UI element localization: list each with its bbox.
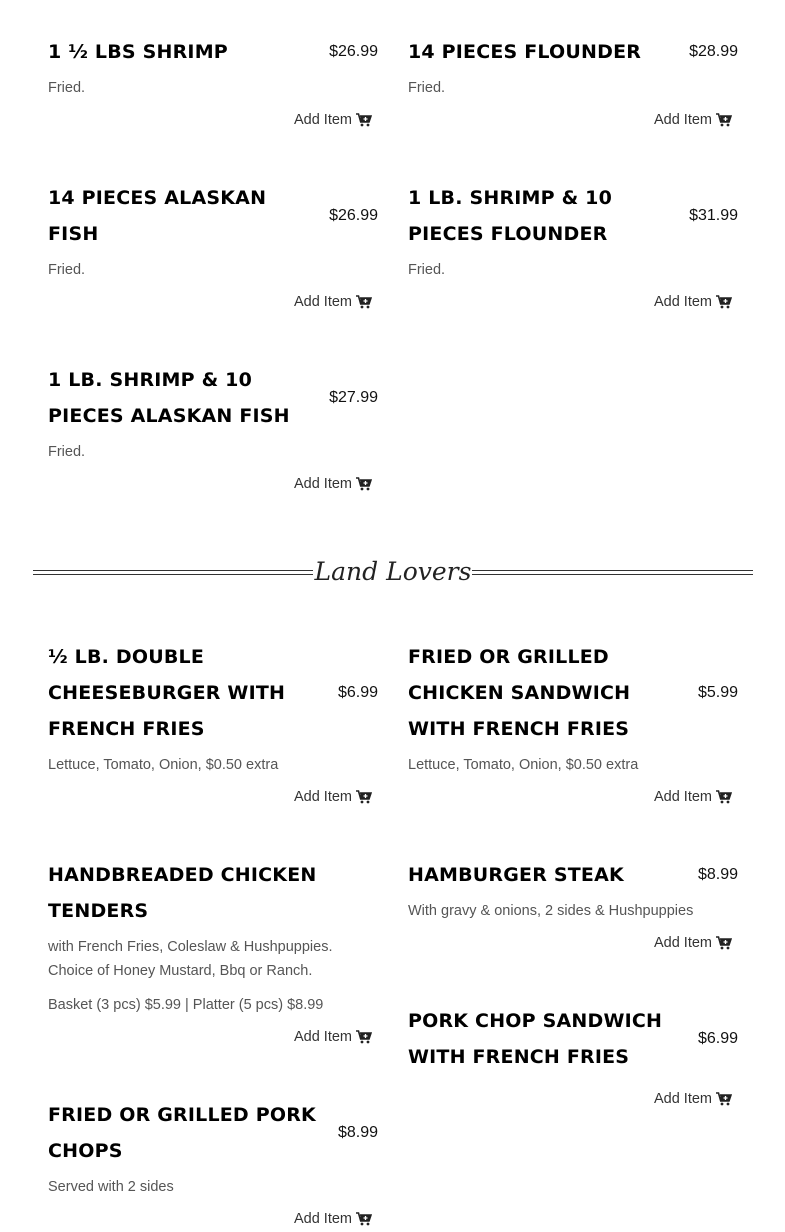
item-name: 1 LB. SHRIMP & 10 PIECES FLOUNDER xyxy=(408,187,613,245)
menu-item xyxy=(408,180,738,312)
item-name: HAMBURGER STEAK xyxy=(408,864,624,886)
cart-plus-icon xyxy=(356,113,372,127)
cart-plus-icon xyxy=(356,295,372,309)
item-description: Fried. xyxy=(408,80,446,96)
item-price: $8.99 xyxy=(337,1124,378,1141)
item-description: Fried. xyxy=(48,444,86,460)
add-item-button[interactable] xyxy=(654,292,732,312)
add-item-button[interactable] xyxy=(294,1209,372,1229)
add-item-label: Add Item xyxy=(653,1091,712,1107)
menu-item xyxy=(48,857,378,1047)
add-item-button[interactable] xyxy=(654,787,732,807)
menu-item xyxy=(408,34,738,130)
menu-item xyxy=(48,639,378,807)
menu-item xyxy=(48,34,378,130)
cart-plus-icon xyxy=(716,790,732,804)
item-name: ½ LB. DOUBLE CHEESEBURGER WITH FRENCH FRIES xyxy=(48,646,286,740)
add-item-button[interactable] xyxy=(294,110,372,130)
add-item-label: Add Item xyxy=(293,789,352,805)
add-item-label: Add Item xyxy=(653,112,712,128)
item-description: Fried. xyxy=(48,80,86,96)
item-name: FRIED OR GRILLED CHICKEN SANDWICH WITH FRENCH FRIES xyxy=(408,646,631,740)
item-price: $27.99 xyxy=(329,389,378,406)
item-name: 14 PIECES ALASKAN FISH xyxy=(48,187,267,245)
menu-item xyxy=(48,1097,378,1229)
cart-plus-icon xyxy=(716,936,732,950)
add-item-button[interactable] xyxy=(294,1027,372,1047)
item-name: PORK CHOP SANDWICH WITH FRENCH FRIES xyxy=(408,1010,663,1068)
add-item-label: Add Item xyxy=(293,294,352,310)
item-description: Lettuce, Tomato, Onion, $0.50 extra xyxy=(48,757,279,773)
item-name: 14 PIECES FLOUNDER xyxy=(408,41,642,63)
add-item-label: Add Item xyxy=(653,935,712,951)
item-price: $6.99 xyxy=(337,684,378,701)
menu-item xyxy=(408,1003,738,1109)
cart-plus-icon xyxy=(356,1212,372,1226)
item-price: $5.99 xyxy=(697,684,738,701)
item-price: $26.99 xyxy=(329,207,378,224)
item-description: Fried. xyxy=(408,262,446,278)
item-price: $31.99 xyxy=(689,207,738,224)
divider-right xyxy=(472,570,753,575)
add-item-label: Add Item xyxy=(293,112,352,128)
add-item-button[interactable] xyxy=(654,110,732,130)
add-item-label: Add Item xyxy=(653,294,712,310)
item-price: $8.99 xyxy=(697,866,738,883)
add-item-button[interactable] xyxy=(654,933,732,953)
add-item-button[interactable] xyxy=(294,292,372,312)
menu-item xyxy=(408,639,738,807)
cart-plus-icon xyxy=(716,1092,732,1106)
item-name: HANDBREADED CHICKEN TENDERS xyxy=(48,864,317,922)
item-description: with French Fries, Coleslaw & Hushpuppies. Choice of Honey Mustard, Bbq or Ranch. xyxy=(48,939,333,979)
add-item-button[interactable] xyxy=(294,474,372,494)
add-item-label: Add Item xyxy=(293,1211,352,1227)
menu-item xyxy=(408,857,738,953)
add-item-button[interactable] xyxy=(294,787,372,807)
cart-plus-icon xyxy=(716,295,732,309)
item-name: 1 LB. SHRIMP & 10 PIECES ALASKAN FISH xyxy=(48,369,290,427)
item-price: $6.99 xyxy=(697,1030,738,1047)
item-pricing-options: Basket (3 pcs) $5.99 | Platter (5 pcs) $8.99 xyxy=(48,997,324,1013)
item-name: FRIED OR GRILLED PORK CHOPS xyxy=(48,1104,316,1162)
item-description: Lettuce, Tomato, Onion, $0.50 extra xyxy=(408,757,639,773)
item-description: Served with 2 sides xyxy=(48,1179,174,1195)
menu-item xyxy=(48,362,378,494)
cart-plus-icon xyxy=(356,790,372,804)
item-price: $28.99 xyxy=(689,43,738,60)
cart-plus-icon xyxy=(356,477,372,491)
section-header-land-lovers xyxy=(33,550,753,594)
item-price: $26.99 xyxy=(329,43,378,60)
cart-plus-icon xyxy=(716,113,732,127)
add-item-label: Add Item xyxy=(293,476,352,492)
section-title: Land Lovers xyxy=(314,557,472,586)
menu-item xyxy=(48,180,378,312)
add-item-button[interactable] xyxy=(654,1089,732,1109)
add-item-label: Add Item xyxy=(653,789,712,805)
add-item-label: Add Item xyxy=(293,1029,352,1045)
item-description: With gravy & onions, 2 sides & Hushpuppies xyxy=(408,903,694,919)
cart-plus-icon xyxy=(356,1030,372,1044)
item-description: Fried. xyxy=(48,262,86,278)
item-name: 1 ½ LBS SHRIMP xyxy=(48,41,228,63)
